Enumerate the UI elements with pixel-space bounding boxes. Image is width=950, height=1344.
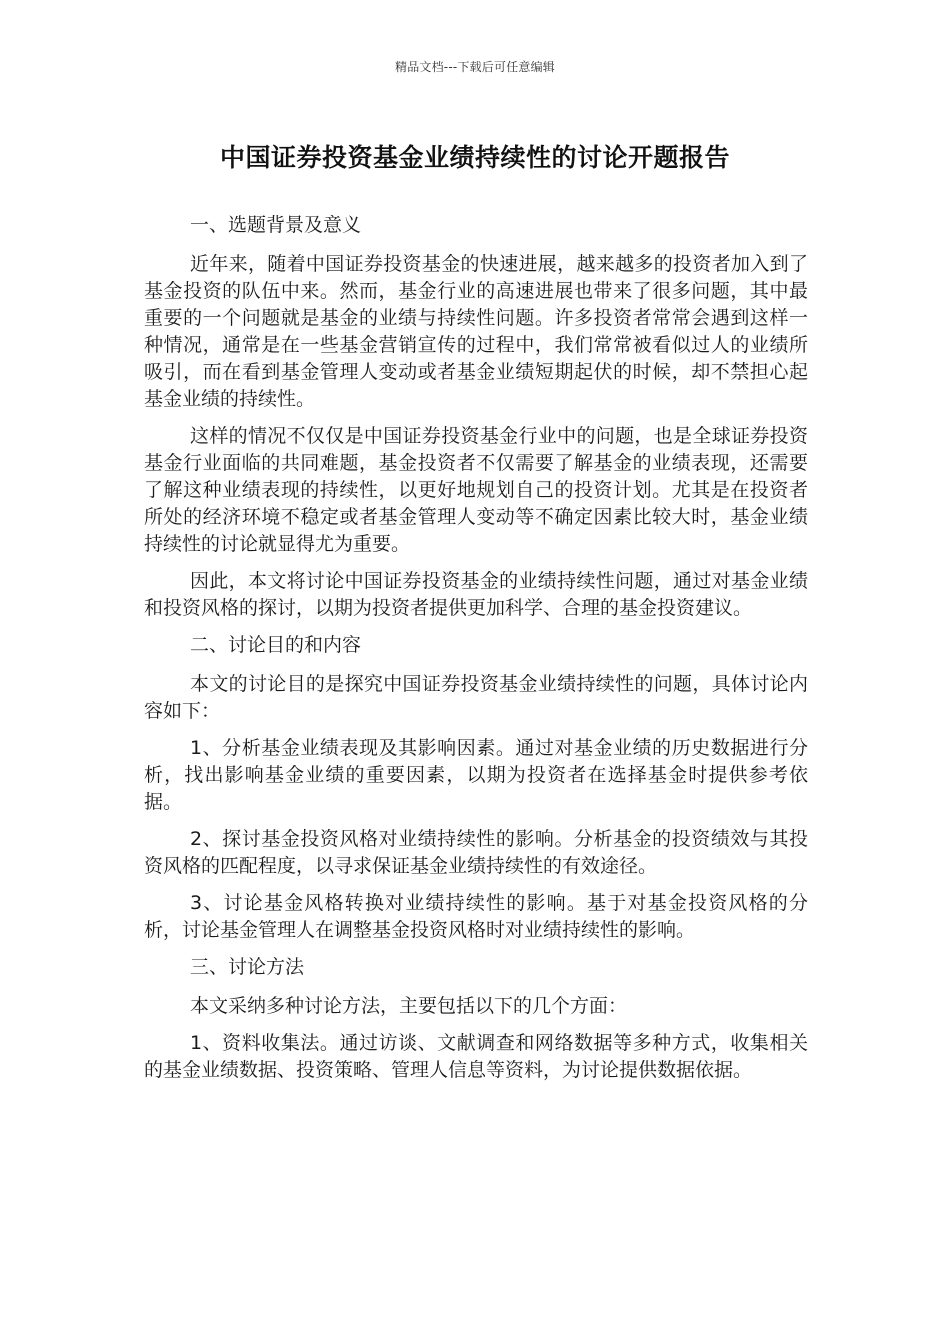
section-heading-objectives: 二、讨论目的和内容 (190, 634, 362, 656)
paragraph: 这样的情况不仅仅是中国证券投资基金行业中的问题，也是全球证券投资基金行业面临的共同难题，基金投资者不仅需要了解基金的业绩表现，还需要了解这种业绩表现的持续性，以更好地规划自己的投资计划。尤其是在投资者所处的经济环境不稳定或者基金管理人变动等不确定因素比较大时，基金业绩持续性的讨论就显得尤为重要。 (144, 425, 808, 555)
paragraph: 本文采纳多种讨论方法，主要包括以下的几个方面： (190, 995, 628, 1017)
page-header: 精品文档---下载后可任意编辑 (395, 60, 555, 74)
paragraph: 本文的讨论目的是探究中国证券投资基金业绩持续性的问题，具体讨论内容如下： (144, 673, 808, 722)
section-heading-methods: 三、讨论方法 (190, 956, 305, 978)
document-title: 中国证券投资基金业绩持续性的讨论开题报告 (219, 143, 730, 172)
document-body (144, 212, 808, 1094)
section-heading-background: 一、选题背景及意义 (190, 214, 362, 236)
paragraph: 近年来，随着中国证券投资基金的快速进展，越来越多的投资者加入到了基金投资的队伍中来。然而，基金行业的高速进展也带来了很多问题，其中最重要的一个问题就是基金的业绩与持续性问题。许多投资者常常会遇到这样一种情况，通常是在一些基金营销宣传的过程中，我们常常被看似过人的业绩所吸引，而在看到基金管理人变动或者基金业绩短期起伏的时候，却不禁担心起基金业绩的持续性。 (144, 253, 808, 410)
list-item: 3、讨论基金风格转换对业绩持续性的影响。基于对基金投资风格的分析，讨论基金管理人在调整基金投资风格时对业绩持续性的影响。 (144, 892, 808, 941)
list-item: 1、分析基金业绩表现及其影响因素。通过对基金业绩的历史数据进行分析，找出影响基金业绩的重要因素，以期为投资者在选择基金时提供参考依据。 (144, 737, 808, 813)
list-item: 2、探讨基金投资风格对业绩持续性的影响。分析基金的投资绩效与其投资风格的匹配程度，以寻求保证基金业绩持续性的有效途径。 (144, 828, 808, 877)
list-item: 1、资料收集法。通过访谈、文献调查和网络数据等多种方式，收集相关的基金业绩数据、投资策略、管理人信息等资料，为讨论提供数据依据。 (144, 1032, 808, 1081)
paragraph: 因此，本文将讨论中国证券投资基金的业绩持续性问题，通过对基金业绩和投资风格的探讨，以期为投资者提供更加科学、合理的基金投资建议。 (144, 570, 808, 619)
